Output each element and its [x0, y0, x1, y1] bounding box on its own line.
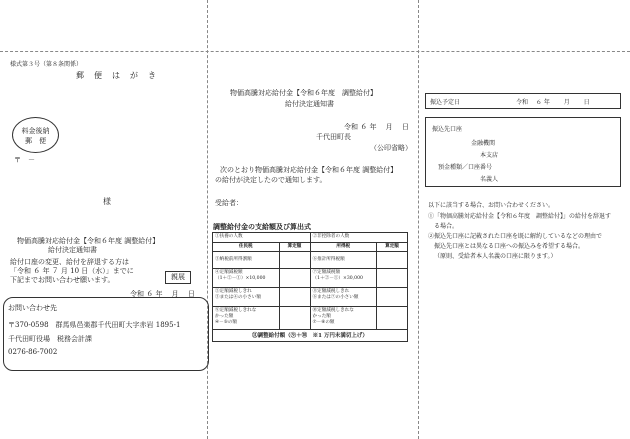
bank-account-box [425, 117, 621, 187]
flat-reduction-resident [213, 269, 280, 288]
stamp-line-1: 料金後納 [21, 127, 50, 135]
amount-cell [377, 269, 408, 288]
table-row [213, 233, 408, 243]
pre-tax-income-levy: ③納税前所得割額 [213, 252, 280, 269]
cell-line: ④－⑤の額 [215, 320, 238, 325]
inquiry-item2-2: 振込先口座とは異なる口座への振込みを希望する場合。 [434, 243, 585, 250]
cell-line: （1＋②－①）×10,000 [215, 276, 266, 281]
col-calc-amount: 算定額 [279, 243, 310, 252]
bank-account: 預金種類／口座番号 [438, 164, 493, 171]
calc-table [212, 232, 408, 342]
table-row [213, 252, 408, 269]
fold-line-top [0, 51, 630, 52]
adjustment-total: ⑪調整給付額（⑨＋⑩ ※1 万円未満切上げ） [213, 330, 408, 342]
amount-cell [279, 307, 310, 330]
cell-line: ⑤定額減税しきれ [215, 289, 252, 294]
notice-issuer: 千代田町長 [316, 133, 351, 141]
change-notice-3: 下記までお問い合わせ願います。 [10, 276, 115, 284]
cell-line: ⑩定額減税しきれな [312, 308, 354, 313]
bank-branch: 本支店 [480, 152, 499, 159]
dependents-count: ①扶養の人数 [213, 233, 311, 243]
inquiry-item2-1: ②振込先口座に記載された口座を既に解約しているなどの理由で [428, 233, 603, 240]
non-deduction-count: ②非控除者の人数 [310, 233, 408, 243]
postcard-title: 郵 便 は が き [76, 71, 157, 80]
transfer-date-box [425, 93, 621, 109]
cell-line: ⑨定額減税しきれな [215, 308, 257, 313]
cell-line: ⑥または⑦の小さい額 [312, 295, 359, 300]
postcard-date: 令和 ６ 年 月 日 [130, 290, 195, 298]
col-income-tax: 所得税 [310, 243, 377, 252]
fold-line-right [418, 0, 419, 439]
postcard-notice-title-2: 給付決定通知書 [48, 246, 97, 254]
inquiry-item2-3: （原則、受給者本人名義の口座に限ります。） [434, 253, 557, 260]
table-row [213, 269, 408, 288]
table-row [213, 307, 408, 330]
table-row [213, 288, 408, 307]
notice-date: 令和 ６ 年 月 日 [344, 123, 409, 131]
notice-title-1: 物価高騰対応給付金【令和６年度 調整給付】 [230, 89, 377, 97]
contact-address: 〒370-0598 群馬県邑楽郡千代田町大字赤岩 1895-1 [8, 321, 181, 329]
amount-cell [279, 288, 310, 307]
addressee-suffix: 様 [103, 197, 111, 206]
col-resident-tax: 住民税 [213, 243, 280, 252]
form-number: 様式第３号（第８条関係） [10, 61, 83, 68]
contact-box [3, 297, 209, 371]
fold-line-left [207, 0, 208, 439]
cell-line: ④定額減税額 [215, 270, 243, 275]
inquiry-item1-1: ①「物価高騰対応給付金【令和６年度 調整給付】」の給付を辞退す [428, 213, 612, 220]
reduced-income [310, 288, 377, 307]
col-calc-amount-2: 算定額 [377, 243, 408, 252]
bank-institution: 金融機関 [471, 140, 496, 147]
postcard-notice-title-1: 物価高騰対応給付金【令和６年度 調整給付】 [17, 237, 160, 245]
notice-body-1: 次のとおり物価高騰対応給付金【令和６年度 調整給付】 [220, 166, 398, 174]
amount-cell [279, 269, 310, 288]
contact-tel: 0276-86-7002 [8, 348, 58, 356]
table-row [213, 243, 408, 252]
cell-line: かった額 [312, 314, 331, 319]
estimated-income-tax: ⑥推計所得税額 [310, 252, 377, 269]
amount-cell [279, 252, 310, 269]
personal-mark: 親展 [165, 271, 191, 284]
cell-line: かった額 [215, 314, 234, 319]
bank-title: 振込先口座 [432, 126, 463, 133]
change-notice-2: 「令和 ６ 年 ７ 月 10 日（水）」までに [10, 267, 134, 275]
change-notice-1: 給付口座の変更、給付を辞退する方は [10, 258, 129, 266]
amount-cell [377, 288, 408, 307]
recipient-label: 受給者： [215, 199, 243, 207]
inquiry-item1-2: る場合。 [434, 223, 459, 230]
cell-line: （1＋②－①）×30,000 [312, 276, 363, 281]
notice-body-2: の給付が決定したので通知します。 [215, 176, 327, 184]
notice-title-2: 給付決定通知書 [285, 100, 334, 108]
flat-reduction-income [310, 269, 377, 288]
cell-line: ⑦定額減税額 [312, 270, 341, 275]
inquiry-intro: 以下に該当する場合、お問い合わせください。 [428, 202, 555, 209]
table-row [213, 330, 408, 342]
unreduced-resident [213, 307, 280, 330]
transfer-date-label: 振込予定日 [430, 99, 461, 106]
reduced-resident [213, 288, 280, 307]
cell-line: ③または④の小さい額 [215, 295, 261, 300]
amount-cell [377, 252, 408, 269]
postage-stamp [12, 117, 59, 153]
cell-line: ⑦－⑧の額 [312, 320, 335, 325]
transfer-date-value: 令和 ６ 年 月 日 [516, 99, 590, 106]
bank-holder: 名義人 [480, 176, 499, 183]
seal-note: （公印省略） [370, 144, 412, 152]
contact-title: お問い合わせ先 [8, 304, 57, 312]
unreduced-income [310, 307, 377, 330]
calc-heading: 調整給付金の支給額及び算出式 [213, 222, 311, 231]
contact-office: 千代田町役場 税務会計課 [8, 335, 92, 343]
zip-mark: 〒 － [14, 156, 35, 164]
cell-line: ⑧定額減税しきれ [312, 289, 350, 294]
amount-cell [377, 307, 408, 330]
stamp-line-2: 郵 便 [25, 137, 46, 145]
